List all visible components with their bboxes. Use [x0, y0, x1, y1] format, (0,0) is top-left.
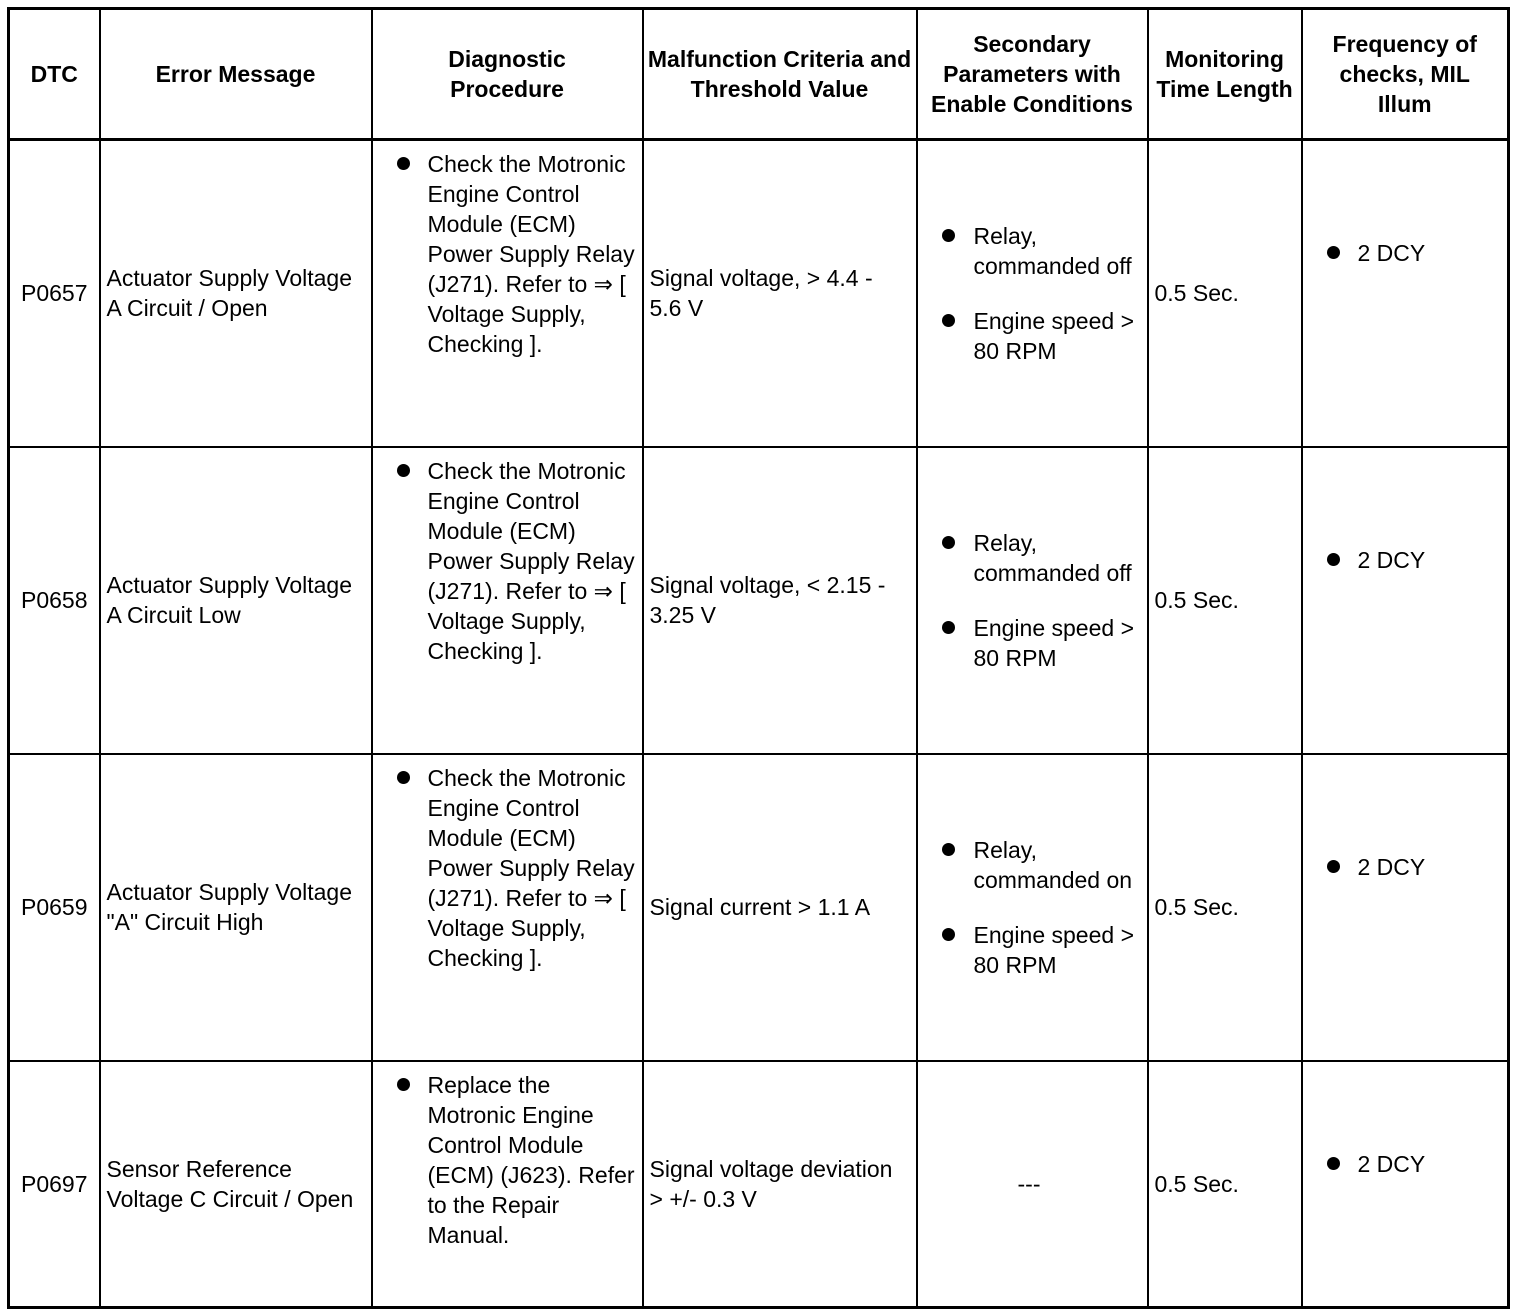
error-message: Sensor Reference Voltage C Circuit / Open [100, 1061, 372, 1308]
dtc-table [7, 7, 1510, 1309]
secondary-item: Engine speed > 80 RPM [918, 920, 1141, 980]
diagnostic-procedure [372, 1061, 643, 1308]
malfunction-criteria: Signal voltage, > 4.4 - 5.6 V [643, 140, 917, 447]
header-error-message: Error Message [100, 9, 372, 140]
procedure-text: Replace the Motronic Engine Control Module (ECM) (J623). Refer to the Repair Manual. [373, 1070, 636, 1250]
header-dtc: DTC [9, 9, 100, 140]
dtc-code: P0657 [9, 140, 100, 447]
secondary-item: Engine speed > 80 RPM [918, 306, 1141, 366]
frequency-item: 2 DCY [1303, 1149, 1502, 1179]
procedure-text: Check the Motronic Engine Control Module (ECM) Power Supply Relay (J271). Refer to ⇒ [ Voltage Supply, Checking ]. [373, 456, 636, 666]
secondary-parameters: --- [917, 1061, 1148, 1308]
diagnostic-procedure [372, 447, 643, 754]
table-row [9, 1061, 1509, 1308]
dtc-code: P0659 [9, 754, 100, 1061]
monitoring-time: 0.5 Sec. [1148, 1061, 1302, 1308]
procedure-text: Check the Motronic Engine Control Module (ECM) Power Supply Relay (J271). Refer to ⇒ [ Voltage Supply, Checking ]. [373, 149, 636, 359]
malfunction-criteria: Signal current > 1.1 A [643, 754, 917, 1061]
diagnostic-procedure [372, 140, 643, 447]
header-monitoring-time: Monitoring Time Length [1148, 9, 1302, 140]
secondary-item: Relay, commanded off [918, 221, 1141, 281]
frequency-item: 2 DCY [1303, 238, 1502, 268]
frequency [1302, 447, 1509, 754]
error-message: Actuator Supply Voltage A Circuit Low [100, 447, 372, 754]
secondary-parameters [917, 754, 1148, 1061]
error-message: Actuator Supply Voltage "A" Circuit High [100, 754, 372, 1061]
secondary-parameters [917, 447, 1148, 754]
header-diagnostic-procedure: Diagnostic Procedure [372, 9, 643, 140]
header-frequency: Frequency of checks, MIL Illum [1302, 9, 1509, 140]
frequency-item: 2 DCY [1303, 852, 1502, 882]
diagnostic-procedure [372, 754, 643, 1061]
secondary-item: Relay, commanded off [918, 528, 1141, 588]
dtc-code: P0697 [9, 1061, 100, 1308]
secondary-parameters [917, 140, 1148, 447]
dtc-code: P0658 [9, 447, 100, 754]
malfunction-criteria: Signal voltage deviation > +/- 0.3 V [643, 1061, 917, 1308]
table-row [9, 754, 1509, 1061]
header-row [9, 9, 1509, 140]
secondary-item: Relay, commanded on [918, 835, 1141, 895]
secondary-item: Engine speed > 80 RPM [918, 613, 1141, 673]
header-malfunction-criteria: Malfunction Criteria and Threshold Value [643, 9, 917, 140]
monitoring-time: 0.5 Sec. [1148, 447, 1302, 754]
procedure-text: Check the Motronic Engine Control Module (ECM) Power Supply Relay (J271). Refer to ⇒ [ Voltage Supply, Checking ]. [373, 763, 636, 973]
monitoring-time: 0.5 Sec. [1148, 140, 1302, 447]
malfunction-criteria: Signal voltage, < 2.15 - 3.25 V [643, 447, 917, 754]
monitoring-time: 0.5 Sec. [1148, 754, 1302, 1061]
header-secondary-parameters: Secondary Parameters with Enable Conditions [917, 9, 1148, 140]
error-message: Actuator Supply Voltage A Circuit / Open [100, 140, 372, 447]
frequency [1302, 1061, 1509, 1308]
frequency [1302, 140, 1509, 447]
frequency-item: 2 DCY [1303, 545, 1502, 575]
table-row [9, 140, 1509, 447]
frequency [1302, 754, 1509, 1061]
table-row [9, 447, 1509, 754]
